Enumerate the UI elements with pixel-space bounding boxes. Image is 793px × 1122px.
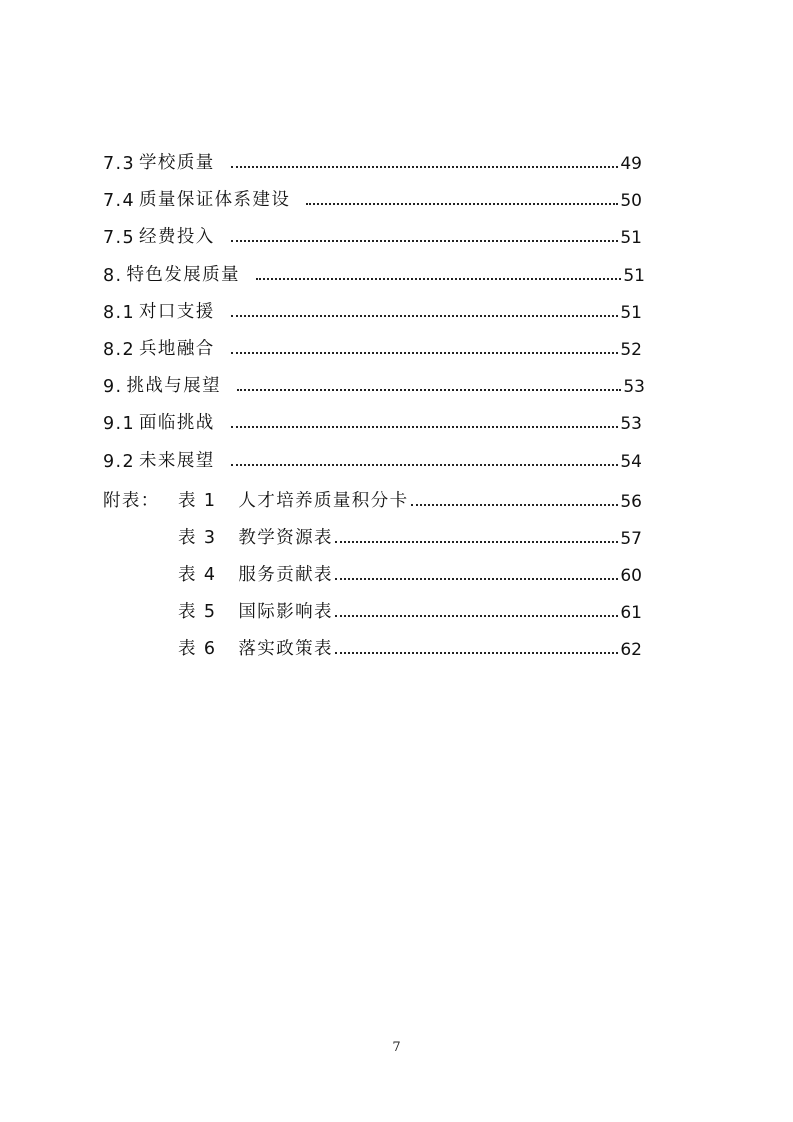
appendix-entry[interactable]	[178, 634, 642, 660]
toc-entry[interactable]	[103, 148, 642, 174]
toc-entry-number: 8.2	[103, 340, 136, 360]
toc-leader-dots	[335, 652, 618, 654]
appendix-table-page: 60	[620, 566, 642, 586]
toc-entry-title: 对口支援	[139, 302, 215, 322]
appendix-table-title: 国际影响表	[238, 602, 333, 622]
appendix-table-number: 表 4	[178, 565, 217, 585]
page-number: 7	[392, 1040, 401, 1055]
toc-entry[interactable]	[103, 408, 642, 434]
appendix-entry[interactable]	[178, 523, 642, 549]
appendix-table-page: 62	[620, 640, 642, 660]
toc-leader-dots	[231, 426, 619, 428]
appendix-table-number: 表 3	[178, 528, 217, 548]
toc-entry-title: 特色发展质量	[126, 265, 240, 285]
toc-entry-title: 质量保证体系建设	[139, 190, 291, 210]
toc-entry-number: 7.5	[103, 228, 136, 248]
toc-entry-number: 9.	[103, 377, 123, 397]
appendix-table-title: 人才培养质量积分卡	[238, 491, 409, 511]
toc-entry[interactable]	[103, 334, 642, 360]
appendix-table-page: 56	[620, 492, 642, 512]
toc-leader-dots	[231, 352, 619, 354]
toc-leader-dots	[231, 240, 619, 242]
appendix-entry[interactable]	[178, 597, 642, 623]
toc-leader-dots	[335, 578, 618, 580]
toc-entry-page: 50	[620, 191, 642, 211]
toc-entry-title: 兵地融合	[139, 339, 215, 359]
appendix-entry[interactable]	[178, 560, 642, 586]
toc-entry[interactable]	[103, 446, 642, 472]
toc-entry-number: 7.3	[103, 154, 136, 174]
toc-leader-dots	[335, 615, 618, 617]
appendix-table-title: 教学资源表	[238, 528, 333, 548]
toc-entry-title: 面临挑战	[139, 413, 215, 433]
toc-entry-title: 未来展望	[139, 451, 215, 471]
toc-leader-dots	[256, 278, 621, 280]
toc-leader-dots	[231, 464, 619, 466]
toc-entry-number: 9.1	[103, 414, 136, 434]
toc-entry-title: 经费投入	[139, 227, 215, 247]
appendix-label: 附表：	[103, 491, 160, 511]
appendix-table-page: 61	[620, 603, 642, 623]
toc-leader-dots	[411, 504, 619, 506]
appendix-entry[interactable]	[178, 486, 642, 512]
toc-entry[interactable]	[103, 222, 642, 248]
appendix-table-title: 落实政策表	[238, 639, 333, 659]
appendix-table-page: 57	[620, 529, 642, 549]
toc-entry[interactable]	[103, 297, 642, 323]
toc-leader-dots	[335, 541, 618, 543]
appendix-table-number: 表 1	[178, 491, 217, 511]
toc-entry-page: 51	[620, 228, 642, 248]
toc-entry-number: 8.1	[103, 303, 136, 323]
toc-entry-page: 51	[623, 266, 645, 286]
toc-entry-page: 49	[620, 154, 642, 174]
toc-entry-title: 挑战与展望	[126, 376, 221, 396]
toc-entry[interactable]	[103, 371, 645, 397]
appendix-table-title: 服务贡献表	[238, 565, 333, 585]
toc-leader-dots	[231, 315, 619, 317]
toc-entry-page: 52	[620, 340, 642, 360]
toc-entry-page: 53	[620, 414, 642, 434]
toc-entry-number: 9.2	[103, 452, 136, 472]
toc-entry-number: 7.4	[103, 191, 136, 211]
toc-leader-dots	[237, 389, 621, 391]
toc-entry-page: 51	[620, 303, 642, 323]
toc-entry-title: 学校质量	[139, 153, 215, 173]
toc-entry[interactable]	[103, 185, 642, 211]
appendix-table-number: 表 6	[178, 639, 217, 659]
toc-entry-number: 8.	[103, 266, 123, 286]
toc-leader-dots	[231, 166, 619, 168]
toc-entry[interactable]	[103, 260, 645, 286]
appendix-table-number: 表 5	[178, 602, 217, 622]
toc-leader-dots	[306, 203, 618, 205]
toc-entry-page: 53	[623, 377, 645, 397]
toc-entry-page: 54	[620, 452, 642, 472]
